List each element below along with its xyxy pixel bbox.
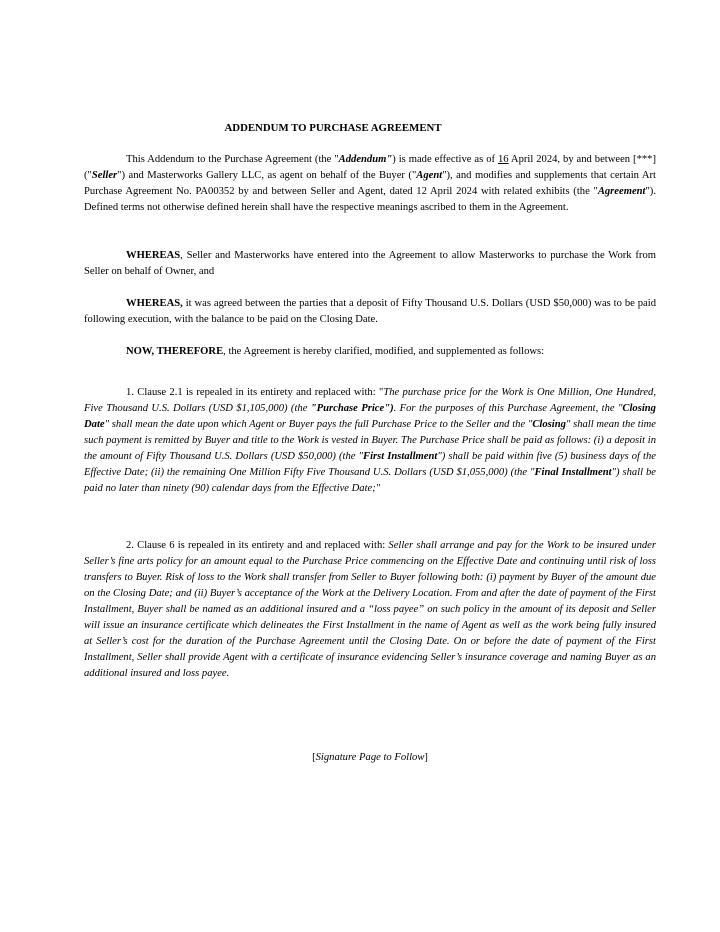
whereas-paragraph-2: WHEREAS, it was agreed between the parties that a deposit of Fifty Thousand U.S. Dollars (USD $50,000) was to be paid following execution, with the balance to be paid on the Closing Date. [84,298,656,325]
agent-term: Agent [416,170,443,181]
intro-paragraph: This Addendum to the Purchase Agreement (the "Addendum") is made effective as of 16 April 2024, by and between [***] ("Seller") and Masterworks Gallery LLC, as agent on behalf of the Buyer ("Agent"), and modifies and supplements that certain Art Purchase Agreement No. PA00352 by and between Seller and Agent, dated 12 April 2024 with related exhibits (the "Agreement"). Defined terms not otherwise defined herein shall have the respective meanings ascribed to them in the Agreement. [84,154,656,213]
whereas-paragraph-1: WHEREAS, Seller and Masterworks have entered into the Agreement to allow Masterworks to purchase the Work from Seller on behalf of Owner, and [84,250,656,277]
seller-term: Seller [91,170,118,181]
now-therefore-paragraph: NOW, THEREFORE, the Agreement is hereby clarified, modified, and supplemented as follows: [126,346,545,357]
clause-1-paragraph: 1. Clause 2.1 is repealed in its entirety and replaced with: "The purchase price for the Work is One Million, One Hundred, Five Thousand U.S. Dollars (USD $1,105,000) (the "Purchase Price"). For the purposes of this Purchase Agreement, the "Closing Date" shall mean the date upon which Agent or Buyer pays the full Purchase Price to the Seller and the "Closing" shall mean the time such payment is remitted by Buyer and title to the Work is vested in Buyer. The Purchase Price shall be paid as follows: (i) a deposit in the amount of Fifty Thousand U.S. Dollars (USD $50,000) (the "First Installment") shall be paid within five (5) business days of the Effective Date; (ii) the remaining One Million Fifty Five Thousand U.S. Dollars (USD $1,055,000) (the "Final Installment") shall be paid no later than ninety (90) calendar days from the Effective Date;" [84,387,656,494]
document-title: ADDENDUM TO PURCHASE AGREEMENT [224,122,442,134]
addendum-term: Addendum" [338,154,393,165]
signature-page-note: [Signature Page to Follow] [312,752,428,763]
agreement-term: Agreement [597,186,646,197]
clause-2-paragraph: 2. Clause 6 is repealed in its entirety and and replaced with: Seller shall arrange and pay for the Work to be insured under Seller’s fine arts policy for an amount equal to the Purchase Price commencing on the Effective Date and continuing until risk of loss transfers to Buyer. Risk of loss to the Work shall transfer from Seller to Buyer following both: (i) payment by Buyer of the amount due on the Closing Date; and (ii) Buyer’s acceptance of the Work at the Delivery Location. From and after the date of payment of the First Installment, Buyer shall be named as an additional insured and a “loss payee” on such policy in the amount of its deposit and Seller will issue an insurance certificate which delineates the First Installment in the name of Agent as well as the work being fully insured at Seller’s cost for the duration of the Purchase Agreement until the Closing Date. On or before the date of payment of the First Installment, Seller shall provide Agent with a certificate of insurance evidencing Seller’s insurance coverage and naming Buyer as an additional insured and loss payee. [84,540,656,679]
effective-day: 16 [497,154,509,165]
